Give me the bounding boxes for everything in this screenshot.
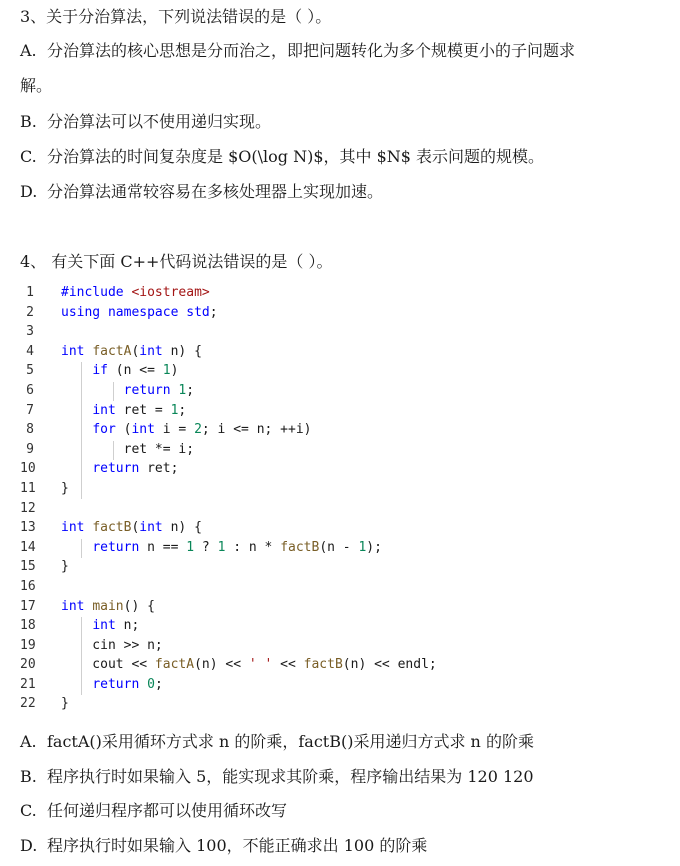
code-text: int factB(int n) { (61, 520, 202, 536)
code-text: return 0; (92, 676, 163, 692)
option-text: 分治算法可以不使用递归实现。 (47, 112, 272, 131)
code-line (20, 518, 660, 538)
code-line (20, 538, 660, 558)
code-line (20, 420, 660, 440)
line-number: 2 (26, 304, 34, 320)
line-number: 14 (20, 539, 36, 555)
code-line (20, 401, 660, 421)
option-text: 分治算法的时间复杂度是 $O(\log N)$，其中 $N$ 表示问题的规模。 (47, 147, 545, 166)
line-number: 7 (26, 402, 34, 418)
q3-option-a (20, 40, 575, 62)
line-number: 21 (20, 676, 36, 692)
option-text: factA()采用循环方式求 n 的阶乘，factB()采用递归方式求 n 的阶乘 (47, 732, 534, 751)
indent-guide (113, 441, 114, 460)
option-text: 程序执行时如果输入 5，能实现求其阶乘，程序输出结果为 120 120 (47, 767, 534, 786)
code-line (20, 557, 660, 577)
line-number: 8 (26, 422, 34, 438)
code-text: if (n <= 1) (92, 363, 179, 379)
code-line (20, 440, 660, 460)
line-number: 20 (20, 657, 36, 673)
code-text: return ret; (92, 461, 179, 477)
line-number: 9 (26, 441, 34, 457)
code-line (20, 322, 660, 342)
option-text: 解。 (20, 76, 53, 95)
line-number: 11 (20, 480, 36, 496)
code-line (20, 479, 660, 499)
code-text: } (61, 559, 69, 575)
code-block (20, 283, 660, 714)
code-text: for (int i = 2; i <= n; ++i) (92, 422, 312, 438)
line-number: 3 (26, 324, 34, 340)
q3-option-c (20, 146, 544, 168)
line-number: 22 (20, 696, 36, 712)
line-number: 17 (20, 598, 36, 614)
code-line (20, 694, 660, 714)
code-text: int main() { (61, 598, 155, 614)
option-letter: C. (20, 147, 37, 166)
code-line (20, 459, 660, 479)
code-line (20, 616, 660, 636)
code-text: cin >> n; (61, 637, 163, 653)
code-text: #include <iostream> (61, 285, 210, 300)
line-number: 19 (20, 637, 36, 653)
option-letter: A. (20, 732, 37, 751)
code-line (20, 636, 660, 656)
code-line (20, 499, 660, 519)
code-line (20, 283, 660, 303)
option-letter: C. (20, 801, 37, 820)
line-number: 16 (20, 578, 36, 594)
code-text: int factA(int n) { (61, 343, 202, 359)
code-line (20, 577, 660, 597)
q3-option-b (20, 111, 271, 133)
q3-option-d (20, 181, 383, 203)
option-letter: B. (20, 767, 37, 786)
code-line (20, 597, 660, 617)
code-line (20, 675, 660, 695)
question-3-title: 3、关于分治算法，下列说法错误的是（ ）。 (20, 7, 332, 26)
option-letter: D. (20, 182, 38, 201)
q4-option-b (20, 766, 534, 788)
code-line (20, 342, 660, 362)
line-number: 5 (26, 363, 34, 379)
code-line (20, 303, 660, 323)
code-text: return n == 1 ? 1 : n * factB(n - 1); (92, 539, 382, 555)
line-number: 13 (20, 520, 36, 536)
indent-guide (81, 539, 82, 558)
q4-option-c (20, 800, 287, 822)
code-text: } (61, 480, 69, 496)
code-text: } (61, 696, 69, 712)
line-number: 4 (26, 343, 34, 359)
line-number: 1 (26, 285, 34, 300)
line-number: 6 (26, 382, 34, 398)
code-text: return 1; (123, 382, 195, 398)
indent-guide (81, 617, 82, 695)
option-letter: A. (20, 41, 37, 60)
option-text: 分治算法的核心思想是分而治之，即把问题转化为多个规模更小的子问题求 (47, 41, 576, 60)
code-line (20, 655, 660, 675)
line-number: 18 (20, 618, 36, 634)
line-number: 15 (20, 559, 36, 575)
code-line (20, 361, 660, 381)
option-text: 分治算法通常较容易在多核处理器上实现加速。 (47, 182, 384, 201)
code-text: int n; (92, 618, 140, 634)
code-line (20, 381, 660, 401)
option-letter: B. (20, 112, 37, 131)
line-number: 10 (20, 461, 36, 477)
question-4-title: 4、 有关下面 C++代码说法错误的是（ ）。 (20, 252, 333, 271)
q4-option-d (20, 835, 427, 857)
q3-option-a-cont (20, 75, 52, 97)
q4-option-a (20, 731, 534, 753)
option-text: 程序执行时如果输入 100，不能正确求出 100 的阶乘 (47, 836, 428, 855)
line-number: 12 (20, 500, 36, 516)
code-text: int ret = 1; (92, 402, 187, 418)
option-letter: D. (20, 836, 38, 855)
indent-guide (113, 382, 114, 401)
option-text: 任何递归程序都可以使用循环改写 (47, 801, 288, 820)
code-text: ret *= i; (61, 441, 195, 457)
code-text: cout << factA(n) << ' ' << factB(n) << endl; (61, 657, 437, 673)
code-text: using namespace std; (61, 304, 218, 320)
indent-guide (81, 362, 82, 499)
